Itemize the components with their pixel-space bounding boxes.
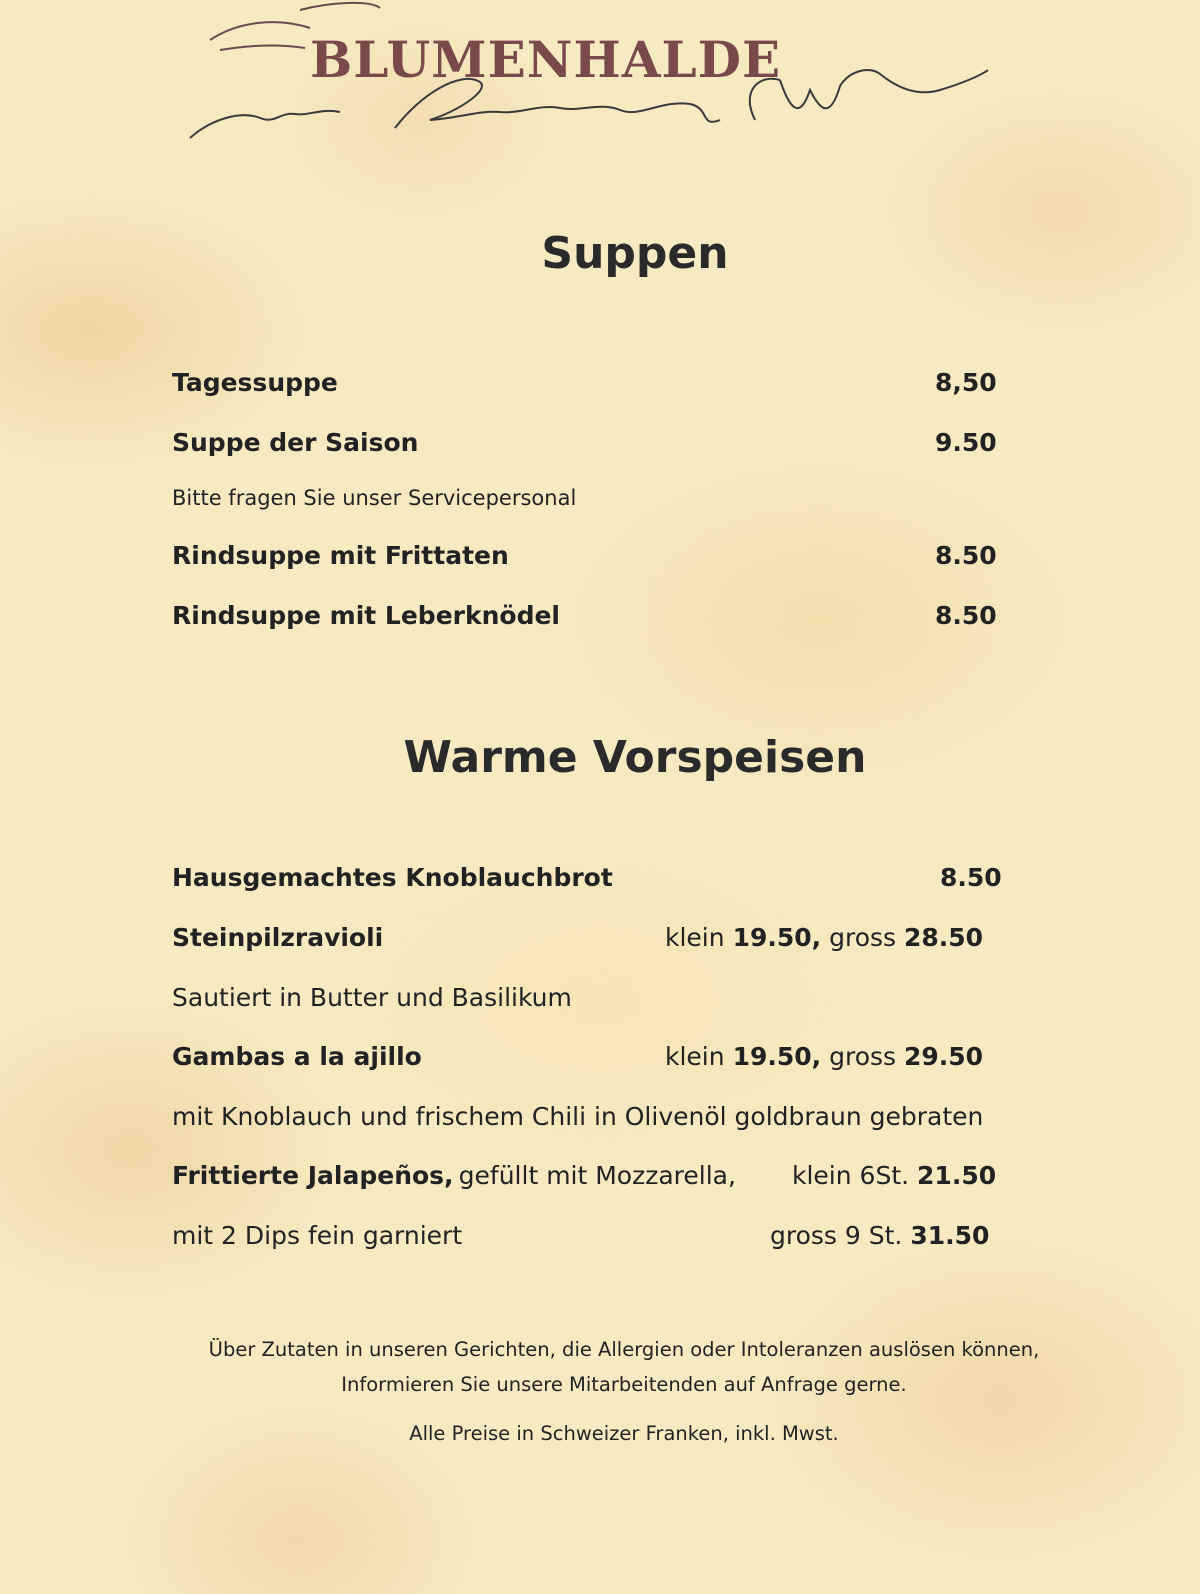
menu-item-price: klein 19.50, gross 29.50 [665, 1042, 984, 1071]
menu-item-price: klein 19.50, gross 28.50 [665, 923, 984, 952]
price-notice: Alle Preise in Schweizer Franken, inkl. Mwst. [409, 1422, 839, 1445]
menu-item-line [172, 1161, 736, 1190]
menu-item-price: 8,50 [935, 368, 997, 397]
menu-item-price: 9.50 [935, 428, 997, 457]
menu-item-desc: gefüllt mit Mozzarella, [458, 1161, 736, 1190]
menu-item-name: Tagessuppe [172, 368, 338, 397]
menu-item-name: Rindsuppe mit Leberknödel [172, 601, 561, 630]
menu-item-price: 8.50 [935, 601, 997, 630]
section-title-warme-vorspeisen: Warme Vorspeisen [403, 732, 867, 783]
logo-wordmark: BLUMENHALDE [310, 30, 782, 89]
allergy-notice-line2: Informieren Sie unsere Mitarbeitenden auf Anfrage gerne. [341, 1373, 907, 1396]
menu-item-name: Rindsuppe mit Frittaten [172, 541, 509, 570]
logo-script-signature [180, 0, 1020, 160]
menu-item-note: mit Knoblauch und frischem Chili in Olivenöl goldbraun gebraten [172, 1102, 984, 1131]
allergy-notice-line1: Über Zutaten in unseren Gerichten, die Allergien oder Intoleranzen auslösen können, [208, 1338, 1040, 1361]
menu-item-price: 8.50 [935, 541, 997, 570]
menu-item-note: mit 2 Dips fein garniert [172, 1221, 463, 1250]
menu-item-name: Frittierte Jalapeños, [172, 1161, 454, 1190]
menu-item-name: Gambas a la ajillo [172, 1042, 422, 1071]
restaurant-logo [180, 0, 1020, 160]
section-title-suppen: Suppen [541, 228, 729, 279]
menu-item-note: Bitte fragen Sie unser Servicepersonal [172, 486, 577, 510]
menu-item-name: Suppe der Saison [172, 428, 419, 457]
menu-item-price: 8.50 [940, 863, 1002, 892]
menu-item-name: Steinpilzravioli [172, 923, 384, 952]
menu-item-price: klein 6St. 21.50 [792, 1161, 997, 1190]
menu-item-note: Sautiert in Butter und Basilikum [172, 983, 572, 1012]
menu-item-name: Hausgemachtes Knoblauchbrot [172, 863, 613, 892]
menu-item-price: gross 9 St. 31.50 [770, 1221, 990, 1250]
